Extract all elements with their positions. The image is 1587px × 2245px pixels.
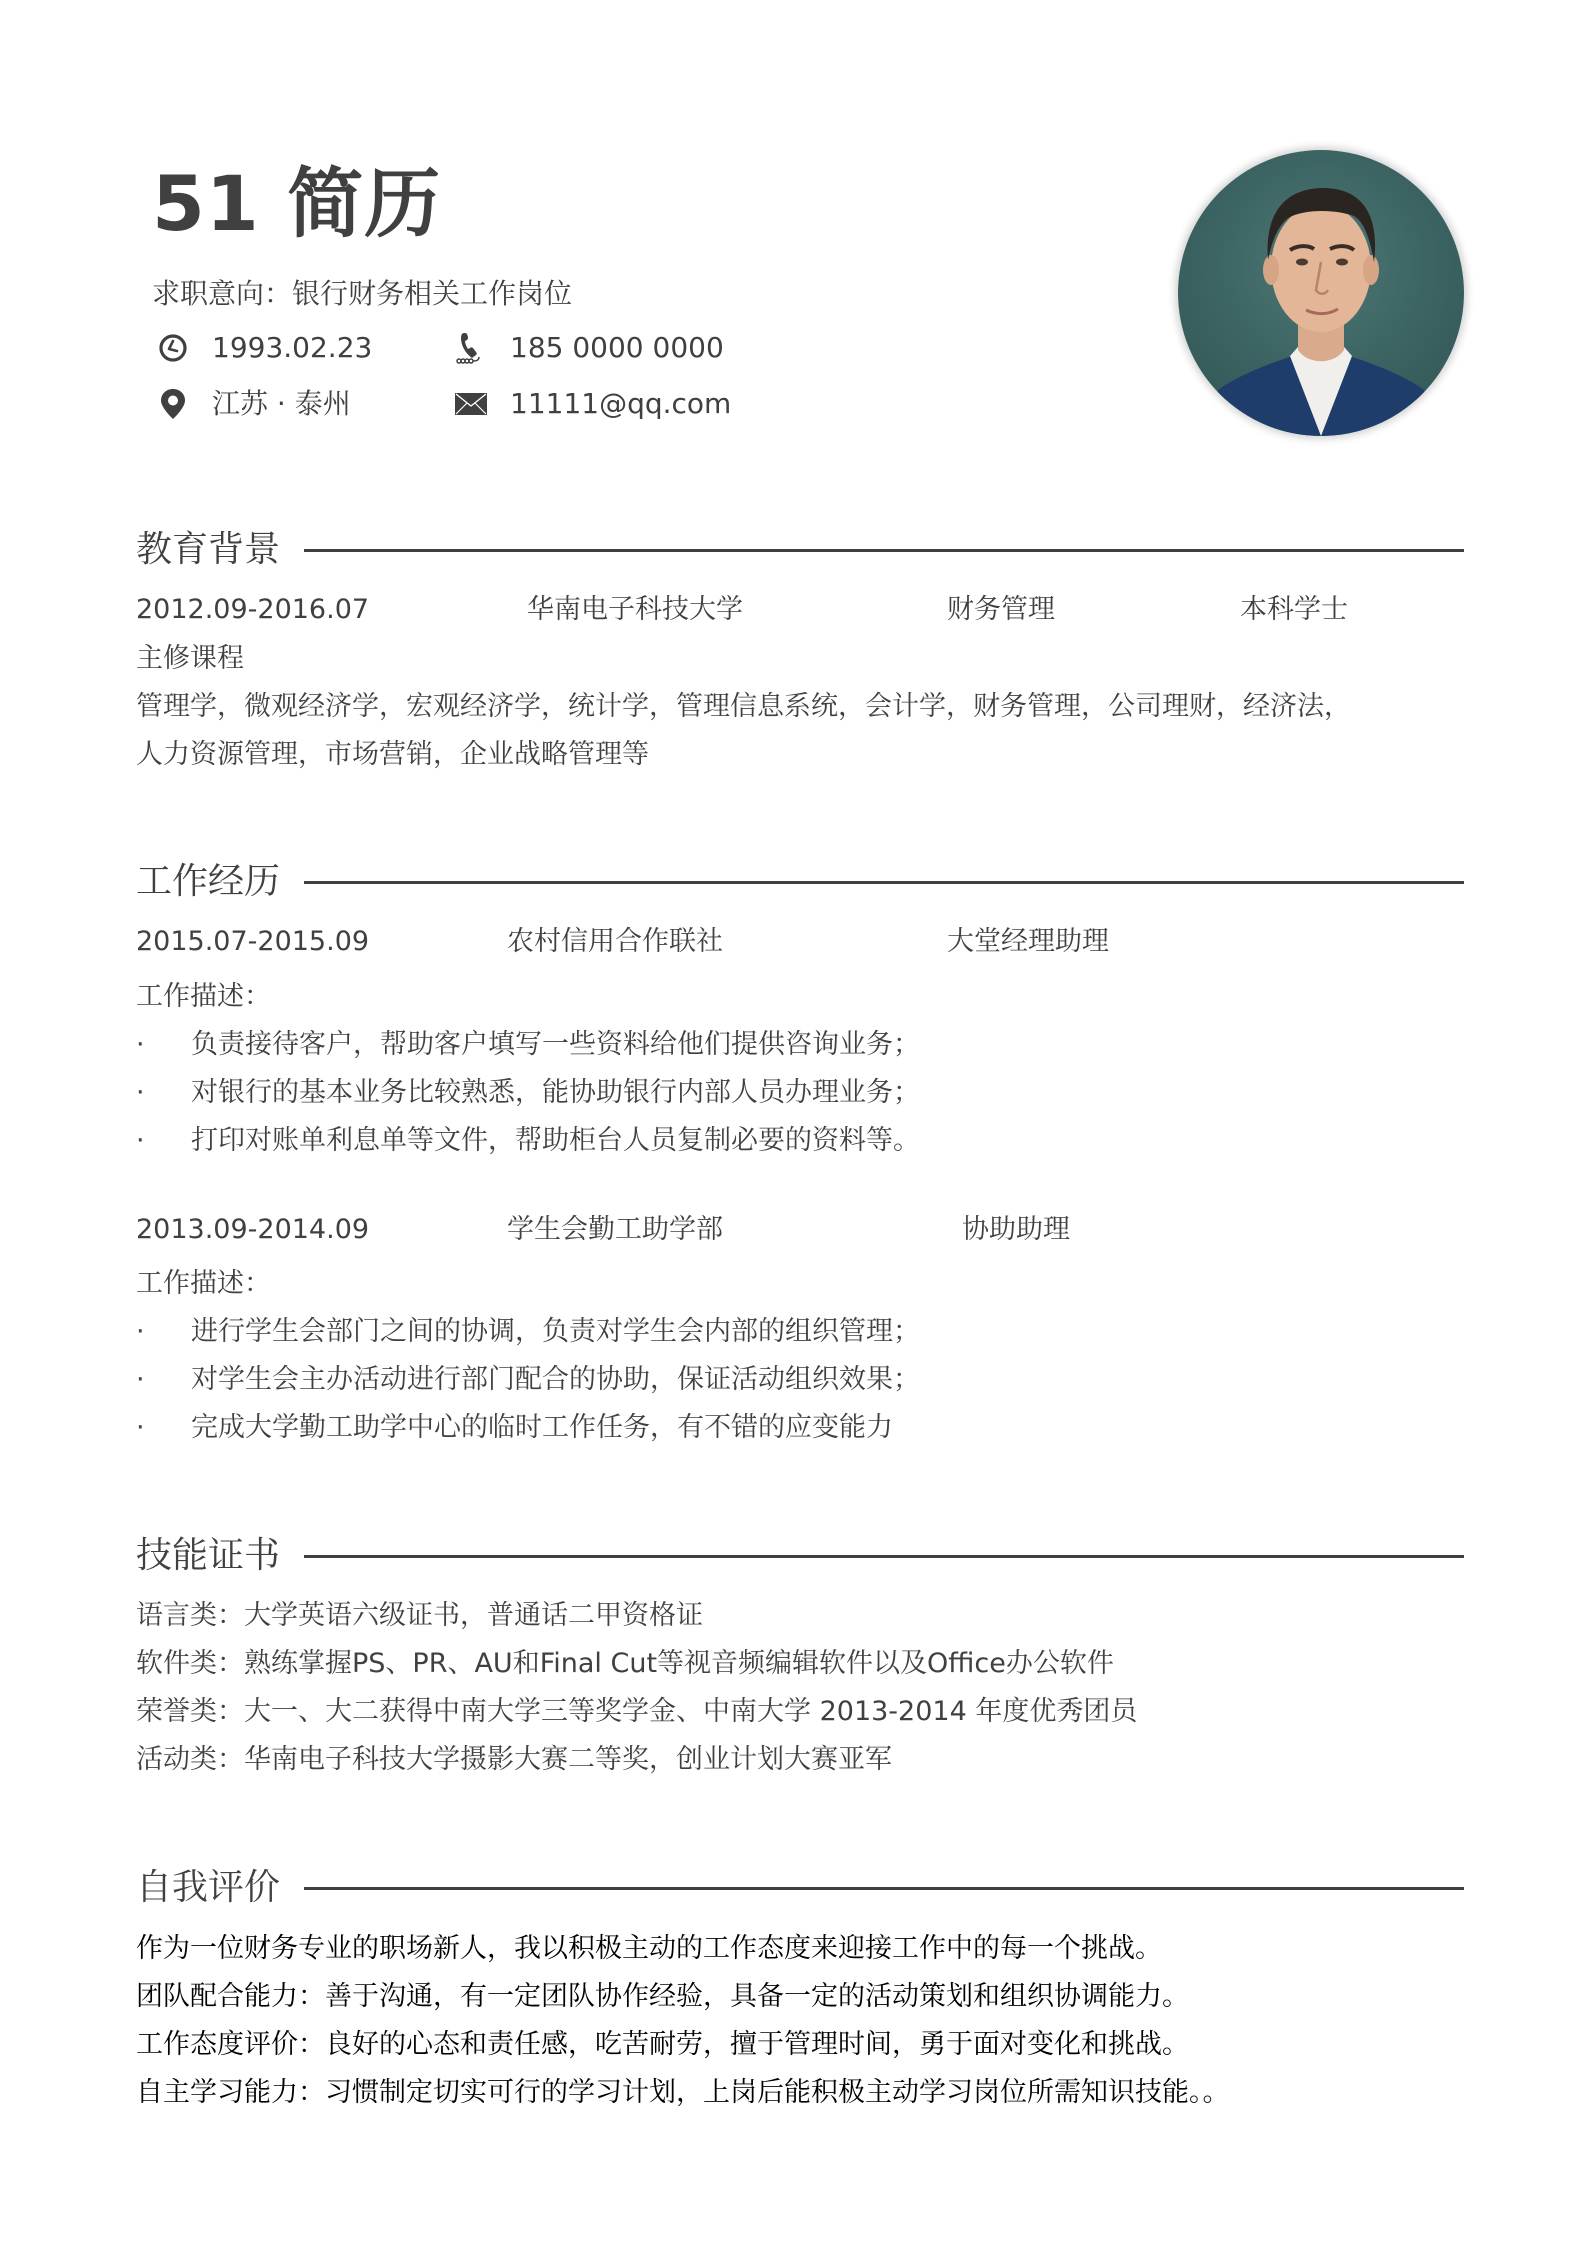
job-company: 学生会勤工助学部 [507, 1214, 723, 1245]
job-desc-item: · 对银行的基本业务比较熟悉，能协助银行内部人员办理业务； [136, 1077, 920, 1108]
job-desc-item: · 负责接待客户，帮助客户填写一些资料给他们提供咨询业务； [136, 1029, 920, 1060]
bullet-icon: · [136, 1029, 145, 1060]
section-work-header [136, 860, 1464, 904]
info-location [156, 386, 351, 422]
edu-period: 2012.09-2016.07 [136, 594, 370, 625]
courses-line: 人力资源管理，市场营销，企业战略管理等 [136, 739, 649, 770]
info-email [454, 386, 731, 422]
self-eval-item: 自主学习能力：习惯制定切实可行的学习计划，上岗后能积极主动学习岗位所需知识技能。。 [136, 2077, 1230, 2108]
bullet-icon: · [136, 1125, 145, 1156]
job-role: 协助助理 [962, 1214, 1070, 1245]
job-desc-label: 工作描述： [136, 1268, 271, 1299]
job-desc-item: · 对学生会主办活动进行部门配合的协助，保证活动组织效果； [136, 1364, 920, 1395]
clock-icon [156, 331, 190, 365]
job-desc-item: · 完成大学勤工助学中心的临时工作任务，有不错的应变能力 [136, 1412, 893, 1443]
job-company: 农村信用合作联社 [507, 926, 723, 957]
job-period: 2015.07-2015.09 [136, 926, 370, 957]
skill-item: 软件类：熟练掌握PS、PR、AU和Final Cut等视音频编辑软件以及Office办公软件 [136, 1648, 1114, 1679]
job-desc-item: · 进行学生会部门之间的协调，负责对学生会内部的组织管理； [136, 1316, 920, 1347]
bullet-icon: · [136, 1316, 145, 1347]
job-desc-item: · 打印对账单利息单等文件，帮助柜台人员复制必要的资料等。 [136, 1125, 920, 1156]
section-title-skills: 技能证书 [136, 1535, 281, 1576]
section-education-header [136, 528, 1464, 572]
bullet-icon: · [136, 1077, 145, 1108]
location-value: 江苏 · 泰州 [212, 387, 351, 420]
job-intent: 求职意向：银行财务相关工作岗位 [152, 277, 573, 310]
section-divider [304, 881, 1464, 884]
bullet-icon: · [136, 1364, 145, 1395]
self-eval-item: 工作态度评价：良好的心态和责任感，吃苦耐劳，擅于管理时间，勇于面对变化和挑战。 [136, 2029, 1189, 2060]
skill-item: 语言类：大学英语六级证书，普通话二甲资格证 [136, 1600, 703, 1631]
skill-item: 荣誉类：大一、大二获得中南大学三等奖学金、中南大学 2013-2014 年度优秀团员 [136, 1696, 1138, 1727]
self-eval-item: 团队配合能力：善于沟通，有一定团队协作经验，具备一定的活动策划和组织协调能力。 [136, 1981, 1189, 2012]
section-divider [304, 1555, 1464, 1558]
job-desc-label: 工作描述： [136, 981, 271, 1012]
edu-school: 华南电子科技大学 [527, 594, 743, 625]
envelope-icon [454, 387, 488, 421]
section-self-eval-header [136, 1866, 1464, 1910]
person-portrait-icon [1178, 150, 1464, 436]
birthday-value: 1993.02.23 [212, 331, 373, 364]
self-eval-item: 作为一位财务专业的职场新人，我以积极主动的工作态度来迎接工作中的每一个挑战。 [136, 1933, 1162, 1964]
section-divider [304, 1887, 1464, 1890]
section-title-work: 工作经历 [136, 861, 281, 902]
profile-photo [1178, 150, 1464, 436]
edu-degree: 本科学士 [1240, 594, 1348, 625]
bullet-icon: · [136, 1412, 145, 1443]
phone-icon [454, 331, 488, 365]
courses-label: 主修课程 [136, 643, 244, 674]
info-phone [454, 330, 724, 366]
resume-title: 51 简历 [152, 159, 442, 248]
edu-major: 财务管理 [947, 594, 1055, 625]
section-divider [304, 549, 1464, 552]
section-title-self-eval: 自我评价 [136, 1867, 281, 1908]
skill-item: 活动类：华南电子科技大学摄影大赛二等奖，创业计划大赛亚军 [136, 1744, 892, 1775]
location-pin-icon [156, 387, 190, 421]
section-skills-header [136, 1534, 1464, 1578]
job-role: 大堂经理助理 [947, 926, 1109, 957]
phone-value: 185 0000 0000 [510, 331, 724, 364]
courses-line: 管理学，微观经济学，宏观经济学，统计学，管理信息系统，会计学，财务管理，公司理财，经济法， [136, 691, 1351, 722]
section-title-education: 教育背景 [136, 529, 281, 570]
info-birthday [156, 330, 372, 366]
job-period: 2013.09-2014.09 [136, 1214, 370, 1245]
email-value: 11111@qq.com [510, 387, 732, 420]
